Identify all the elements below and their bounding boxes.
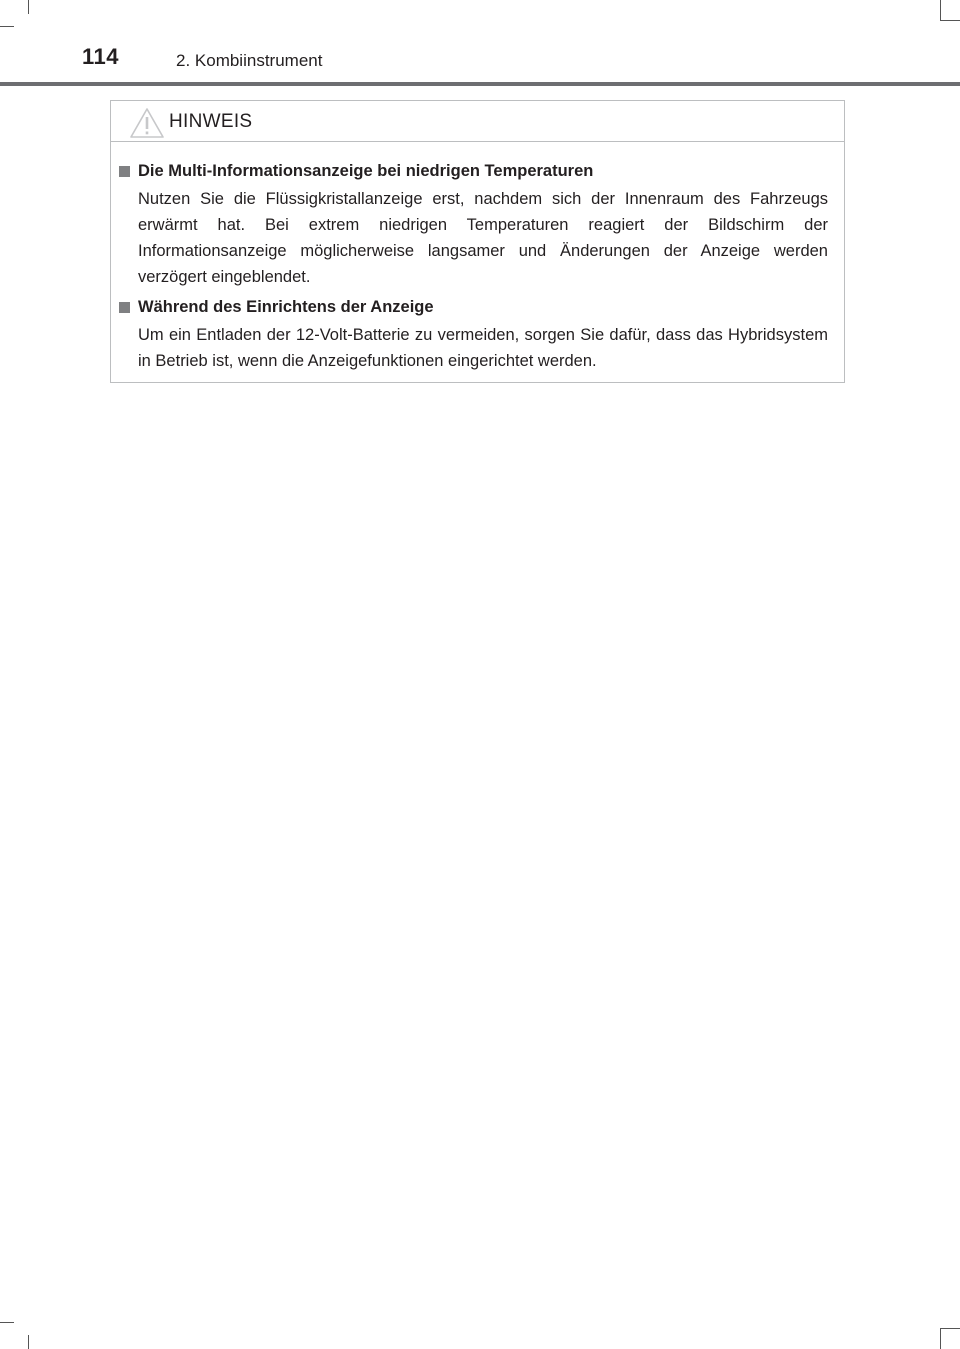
notice-body xyxy=(111,142,844,374)
crop-mark xyxy=(0,1322,14,1323)
square-bullet-icon xyxy=(119,302,130,313)
crop-mark xyxy=(940,1328,941,1349)
notice-header xyxy=(111,101,844,142)
item-text: Nutzen Sie die Flüssigkristallanzeige erst, nachdem sich der Innenraum des Fahrzeugs erwärmt hat. Bei extrem niedrigen Temperaturen reagiert der Bildschirm der Informationsanzeige möglicherweise langsamer und Änderungen der Anzeige werden verzögert eingeblendet. xyxy=(138,190,828,286)
item-heading xyxy=(119,160,828,182)
warning-triangle-icon xyxy=(129,107,165,139)
item-heading xyxy=(119,296,828,318)
header-rule xyxy=(0,82,960,86)
square-bullet-icon xyxy=(119,166,130,177)
crop-mark xyxy=(28,1335,29,1349)
item-text: Um ein Entladen der 12-Volt-Batterie zu vermeiden, sorgen Sie dafür, dass das Hybridsystem in Betrieb ist, wenn die Anzeigefunktionen eingerichtet werden. xyxy=(138,326,828,370)
notice-title: HINWEIS xyxy=(169,111,253,132)
page-number: 114 xyxy=(82,44,119,69)
page-header xyxy=(0,0,960,90)
crop-mark xyxy=(940,1328,960,1329)
item-heading-text: Während des Einrichtens der Anzeige xyxy=(138,298,434,316)
item-heading-text: Die Multi-Informationsanzeige bei niedrigen Temperaturen xyxy=(138,162,594,180)
notice-box xyxy=(110,100,845,383)
section-title: 2. Kombiinstrument xyxy=(176,51,323,70)
